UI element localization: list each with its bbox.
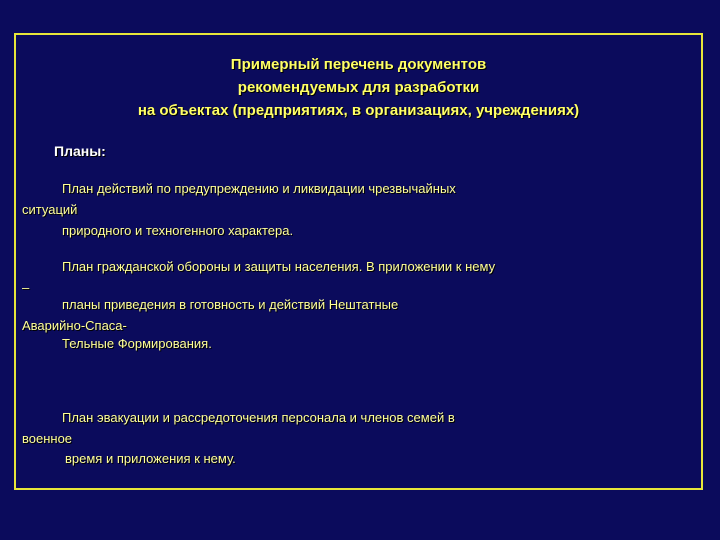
- item-3-line-3: время и приложения к нему.: [65, 451, 236, 466]
- section-heading: Планы:: [54, 143, 106, 159]
- item-3-line-2: военное: [22, 431, 73, 446]
- item-1-line-2: ситуаций: [22, 202, 78, 217]
- title-line-3: на объектах (предприятиях, в организациях, учреждениях): [137, 102, 580, 119]
- item-1-line-1: План действий по предупреждению и ликвидации чрезвычайных: [62, 181, 456, 196]
- item-2-line-5: Тельные Формирования.: [62, 336, 212, 351]
- slide-title: [16, 53, 701, 122]
- item-1-line-3: природного и техногенного характера.: [62, 223, 294, 238]
- content-frame: [14, 33, 703, 490]
- item-2-line-1: План гражданской обороны и защиты населения. В приложении к нему: [62, 259, 496, 274]
- title-line-1: Примерный перечень документов: [230, 56, 487, 73]
- title-line-2: рекомендуемых для разработки: [237, 79, 480, 96]
- item-3-line-1: План эвакуации и рассредоточения персонала и членов семей в: [62, 410, 455, 425]
- item-2-line-2: –: [22, 280, 30, 295]
- item-2-line-4: Аварийно-Спаса-: [22, 318, 127, 333]
- item-2-line-3: планы приведения в готовность и действий Нештатные: [62, 297, 399, 312]
